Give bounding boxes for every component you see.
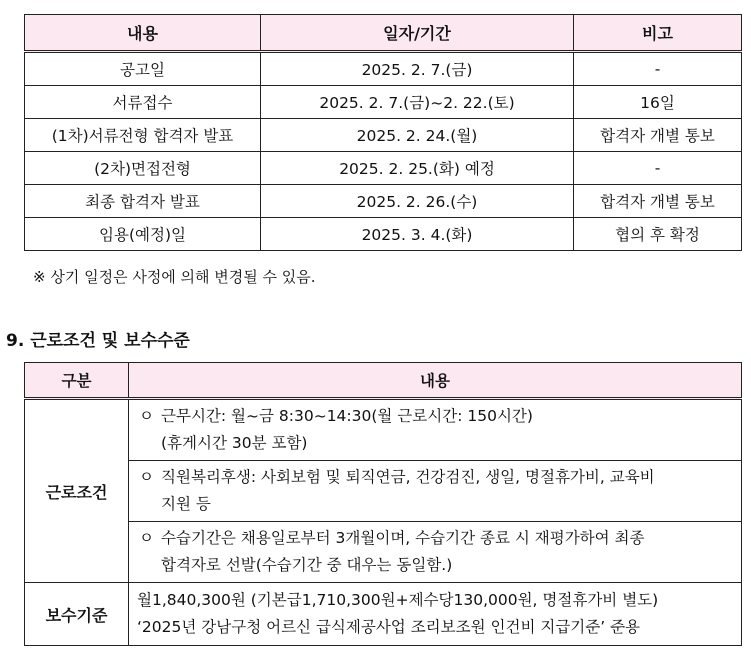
schedule-cell: 임용(예정)일 [25, 218, 261, 251]
work-item-line: 근무시간: 월~금 8:30~14:30(월 근로시간: 150시간) [161, 407, 533, 425]
schedule-cell: 2025. 2. 7.(금) [261, 52, 574, 86]
table-row [25, 399, 742, 461]
work-item-line: 지원 등 [161, 495, 211, 513]
pay-standard-label: 보수기준 [25, 583, 129, 646]
work-item-line: 수습기간은 채용일로부터 3개월이며, 수습기간 종료 시 재평가하여 최종 [161, 529, 645, 547]
schedule-cell: - [574, 152, 742, 185]
table-row [25, 86, 742, 119]
table-row [25, 119, 742, 152]
schedule-cell: 2025. 3. 4.(화) [261, 218, 574, 251]
schedule-cell: 서류접수 [25, 86, 261, 119]
schedule-header-remark: 비고 [574, 15, 742, 52]
schedule-cell: 2025. 2. 25.(화) 예정 [261, 152, 574, 185]
schedule-table [24, 14, 742, 251]
schedule-cell: (1차)서류전형 합격자 발표 [25, 119, 261, 152]
work-item-line: (휴게시간 30분 포함) [161, 434, 308, 452]
schedule-note: ※ 상기 일정은 사정에 의해 변경될 수 있음. [33, 268, 316, 286]
work-conditions-label: 근로조건 [25, 399, 129, 583]
pay-line: ‘2025년 강남구청 어르신 급식제공사업 조리보조원 인건비 지급기준’ 준용 [137, 618, 641, 636]
table-row [25, 52, 742, 86]
table-row [25, 522, 742, 583]
schedule-header-row [25, 15, 742, 52]
conditions-header-row [25, 363, 742, 399]
conditions-table [24, 362, 742, 646]
section-title: 9. 근로조건 및 보수수준 [6, 331, 190, 351]
table-row [25, 461, 742, 522]
pay-line: 월1,840,300원 (기본급1,710,300원+제수당130,000원, 명절휴가비 별도) [137, 591, 659, 609]
work-item-line: 합격자로 선발(수습기간 중 대우는 동일함.) [161, 556, 453, 574]
work-item-probation [129, 522, 742, 583]
bullet-icon: ㅇ [139, 529, 154, 547]
table-row [25, 583, 742, 646]
schedule-cell: 2025. 2. 7.(금)~2. 22.(토) [261, 86, 574, 119]
schedule-cell: 합격자 개별 통보 [574, 185, 742, 218]
work-item-line: 직원복리후생: 사회보험 및 퇴직연금, 건강검진, 생일, 명절휴가비, 교육비 [161, 468, 655, 486]
schedule-cell: 16일 [574, 86, 742, 119]
conditions-header-category: 구분 [25, 363, 129, 399]
work-item-welfare [129, 461, 742, 522]
schedule-cell: 최종 합격자 발표 [25, 185, 261, 218]
schedule-header-content: 내용 [25, 15, 261, 52]
schedule-cell: 합격자 개별 통보 [574, 119, 742, 152]
table-row [25, 152, 742, 185]
bullet-icon: ㅇ [139, 407, 154, 425]
pay-standard-content [129, 583, 742, 646]
schedule-cell: - [574, 52, 742, 86]
schedule-cell: (2차)면접전형 [25, 152, 261, 185]
table-row [25, 218, 742, 251]
schedule-cell: 2025. 2. 26.(수) [261, 185, 574, 218]
schedule-header-date: 일자/기간 [261, 15, 574, 52]
schedule-cell: 공고일 [25, 52, 261, 86]
schedule-cell: 2025. 2. 24.(월) [261, 119, 574, 152]
table-row [25, 185, 742, 218]
schedule-cell: 협의 후 확정 [574, 218, 742, 251]
work-item-hours [129, 399, 742, 461]
conditions-header-content: 내용 [129, 363, 742, 399]
bullet-icon: ㅇ [139, 468, 154, 486]
